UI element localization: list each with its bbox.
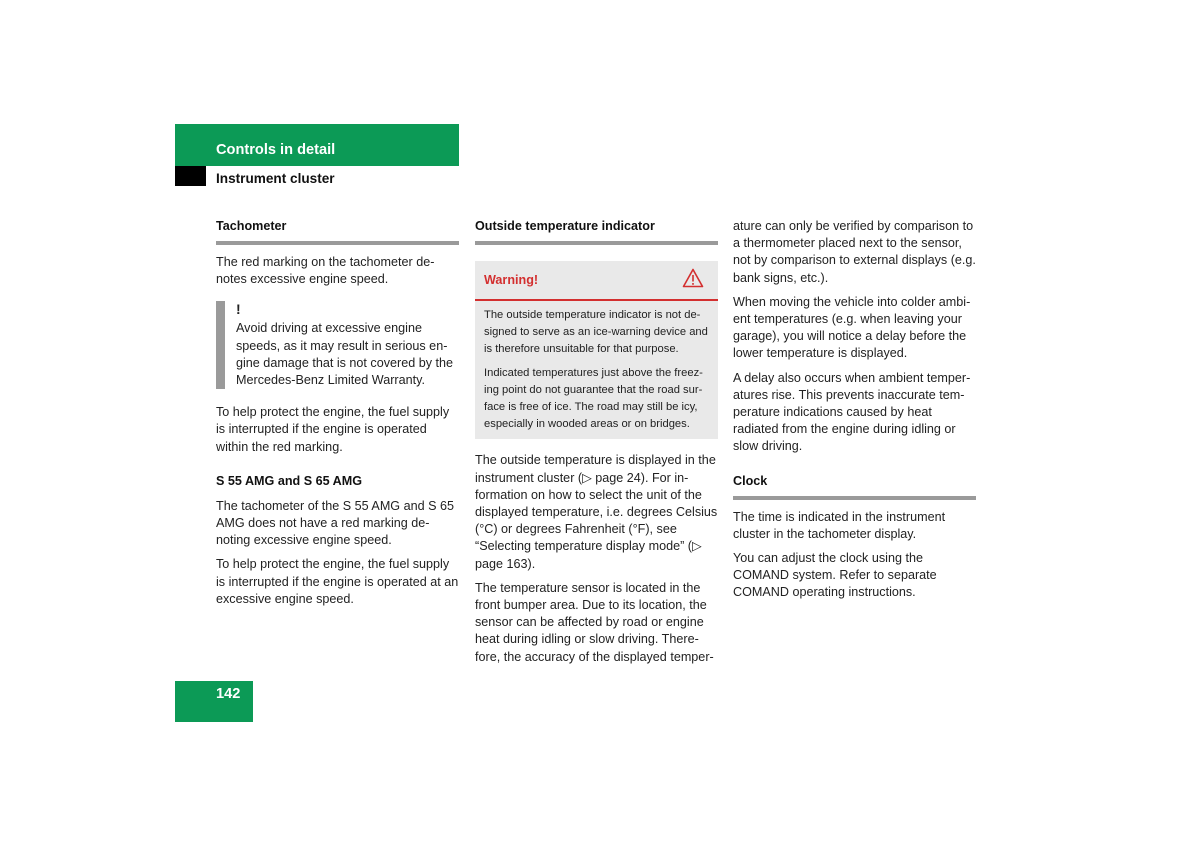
warning-triangle-icon xyxy=(682,268,704,293)
warning-header xyxy=(475,261,718,301)
heading-rule xyxy=(733,496,976,500)
temperature-display-text: The outside temperature is displayed in the instrument cluster (▷ page 24). For in-formation on how to select the unit of the displayed temperature, i.e. degrees Celsius (°C) or degrees Fahrenheit (°F), see “Selecting temperature display mode” (▷ page 163). xyxy=(475,453,718,571)
heading-outside-temperature: Outside temperature indicator xyxy=(475,219,655,233)
heading-clock: Clock xyxy=(733,473,768,488)
warning-box xyxy=(475,261,718,439)
warning-text-1: The outside temperature indicator is not de-signed to serve as an ice-warning device and is therefore unsuitable for that purpose. xyxy=(484,309,708,356)
heading-tachometer: Tachometer xyxy=(216,219,287,233)
section-title: Controls in detail xyxy=(216,142,336,158)
page-number-box xyxy=(175,681,253,722)
exclamation-icon: ! xyxy=(236,301,241,318)
page-number: 142 xyxy=(216,686,241,702)
fuel-cutoff-text: To help protect the engine, the fuel supply is interrupted if the engine is operated within the red marking. xyxy=(216,405,450,454)
warning-text-2: Indicated temperatures just above the freez-ing point do not guarantee that the road sur-face is free of ice. The road may still be icy, especially in wooded areas or on bridges. xyxy=(484,366,703,431)
heading-rule xyxy=(216,241,459,245)
amg-fuel-text: To help protect the engine, the fuel supply is interrupted if the engine is operated at an excessive engine speed. xyxy=(216,557,459,606)
subheading-amg: S 55 AMG and S 65 AMG xyxy=(216,473,363,488)
delay-text: When moving the vehicle into colder ambi-ent temperatures (e.g. when leaving your garage), you will notice a delay before the lower temperature is displayed. xyxy=(733,294,971,361)
delay-rise-text: A delay also occurs when ambient temper-atures rise. This prevents inaccurate tem-perature indications caused by heat radiated from the engine during idling or slow driving. xyxy=(733,370,971,454)
caution-note xyxy=(216,301,459,389)
column-continued xyxy=(733,218,976,602)
column-tachometer xyxy=(216,218,459,608)
subsection-title: Instrument cluster xyxy=(216,171,335,186)
note-bar xyxy=(216,301,225,389)
header-marker xyxy=(175,166,206,186)
amg-text: The tachometer of the S 55 AMG and S 65 AMG does not have a red marking de-noting excessive engine speed. xyxy=(216,498,455,548)
warning-label: Warning! xyxy=(484,273,539,287)
clock-adjust-text: You can adjust the clock using the COMAND system. Refer to separate COMAND operating instructions. xyxy=(733,551,937,600)
tachometer-intro: The red marking on the tachometer de-notes excessive engine speed. xyxy=(216,255,435,287)
column-outside-temperature xyxy=(475,218,718,666)
accuracy-text: ature can only be verified by comparison to a thermometer placed next to the sensor, not by comparison to external displays (e.g. bank signs, etc.). xyxy=(733,219,976,285)
sensor-location-text: The temperature sensor is located in the front bumper area. Due to its location, the sensor can be affected by road or engine heat during idling or slow driving. There-fore, the accuracy of the displayed temper- xyxy=(475,580,714,664)
note-text: Avoid driving at excessive engine speeds, as it may result in serious en-gine damage that is not covered by the Mercedes-Benz Limited Warranty. xyxy=(236,321,454,388)
clock-text: The time is indicated in the instrument cluster in the tachometer display. xyxy=(733,509,946,541)
heading-rule xyxy=(475,241,718,245)
